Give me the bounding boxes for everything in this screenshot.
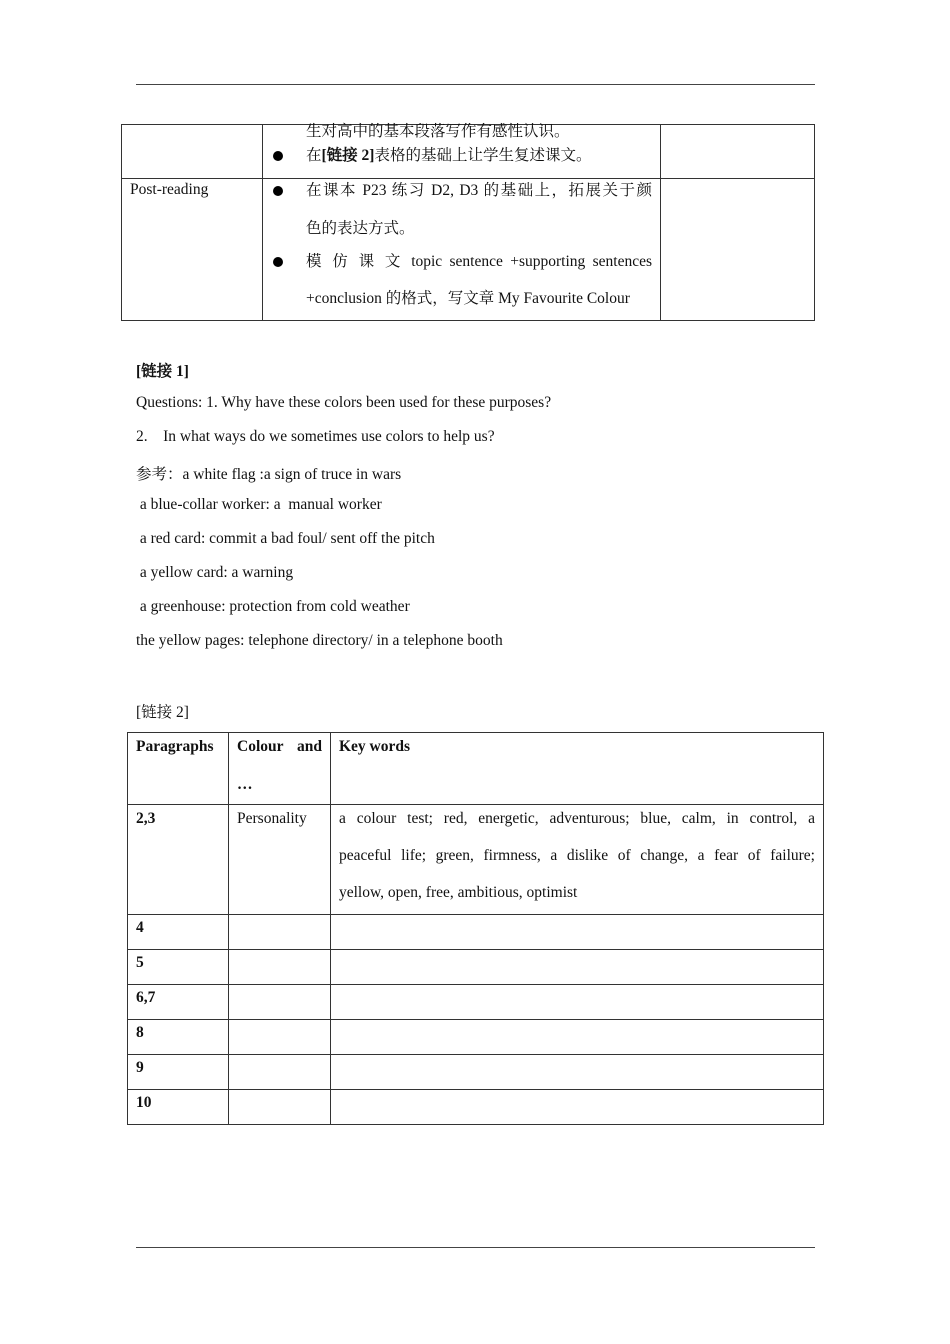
header-cell: Colour and … <box>229 733 331 805</box>
list-item: the yellow pages: telephone directory/ in a telephone booth <box>136 632 503 649</box>
stage-cell <box>122 125 263 179</box>
paragraph-number: 5 <box>128 950 229 985</box>
activity-cell <box>263 125 661 179</box>
table-row <box>128 915 824 950</box>
stage-label: Post-reading <box>130 181 209 198</box>
table-header-row <box>128 733 824 805</box>
activity-text: 色的表达方式。 <box>306 220 415 237</box>
footer-rule <box>136 1247 815 1248</box>
list-item: a yellow card: a warning <box>136 564 294 581</box>
paragraph-number: 4 <box>128 915 229 950</box>
table-row <box>128 950 824 985</box>
keywords-cell: a colour test; red, energetic, adventurous; blue, calm, in control, a peaceful life; green, firmness, a dislike of change, a fear of failure; yellow, open, free, ambitious, optimist <box>331 805 824 915</box>
table-row <box>128 805 824 915</box>
list-item: a greenhouse: protection from cold weather <box>136 598 410 615</box>
question-2: 2. In what ways do we sometimes use colors to help us? <box>136 428 495 445</box>
paragraph-table <box>127 732 824 1125</box>
header-cell: Paragraphs <box>128 733 229 805</box>
activity-text: +conclusion 的格式，写文章 My Favourite Colour <box>306 290 630 307</box>
activity-bullet: 模 仿 课 文 topic sentence +supporting sentences <box>271 252 652 272</box>
activity-cell <box>263 179 661 321</box>
lesson-plan-table <box>121 124 815 321</box>
notes-cell <box>661 179 815 321</box>
question-1: Questions: 1. Why have these colors been used for these purposes? <box>136 394 552 411</box>
paragraph-number: 2,3 <box>128 805 229 915</box>
bullet-icon <box>273 151 283 161</box>
table-row <box>128 1055 824 1090</box>
link1-heading: [链接 1] <box>136 363 189 380</box>
table-row <box>128 1020 824 1055</box>
activity-bullet: 在[链接 2]表格的基础上让学生复述课文。 <box>271 147 652 165</box>
link-reference: [链接 2] <box>321 147 375 164</box>
paragraph-number: 9 <box>128 1055 229 1090</box>
list-item: a blue-collar worker: a manual worker <box>136 496 382 513</box>
table-row <box>128 985 824 1020</box>
paragraph-number: 8 <box>128 1020 229 1055</box>
activity-bullet: 在课本 P23 练习 D2, D3 的基础上，拓展关于颜 <box>271 181 652 201</box>
colour-aspect: Personality <box>229 805 331 915</box>
header-cell: Key words <box>331 733 824 805</box>
table-row <box>122 125 815 179</box>
table-row <box>122 179 815 321</box>
bullet-icon <box>273 257 283 267</box>
header-rule <box>136 84 815 85</box>
list-item: a red card: commit a bad foul/ sent off the pitch <box>136 530 435 547</box>
link2-heading: [链接 2] <box>136 704 189 721</box>
paragraph-number: 10 <box>128 1090 229 1125</box>
bullet-icon <box>273 186 283 196</box>
reference-line: 参考：a white flag :a sign of truce in wars <box>136 466 402 483</box>
activity-text: 生对高中的基本段落写作有感性认识。 <box>306 123 570 140</box>
paragraph-number: 6,7 <box>128 985 229 1020</box>
table-row <box>128 1090 824 1125</box>
stage-cell <box>122 179 263 321</box>
notes-cell <box>661 125 815 179</box>
